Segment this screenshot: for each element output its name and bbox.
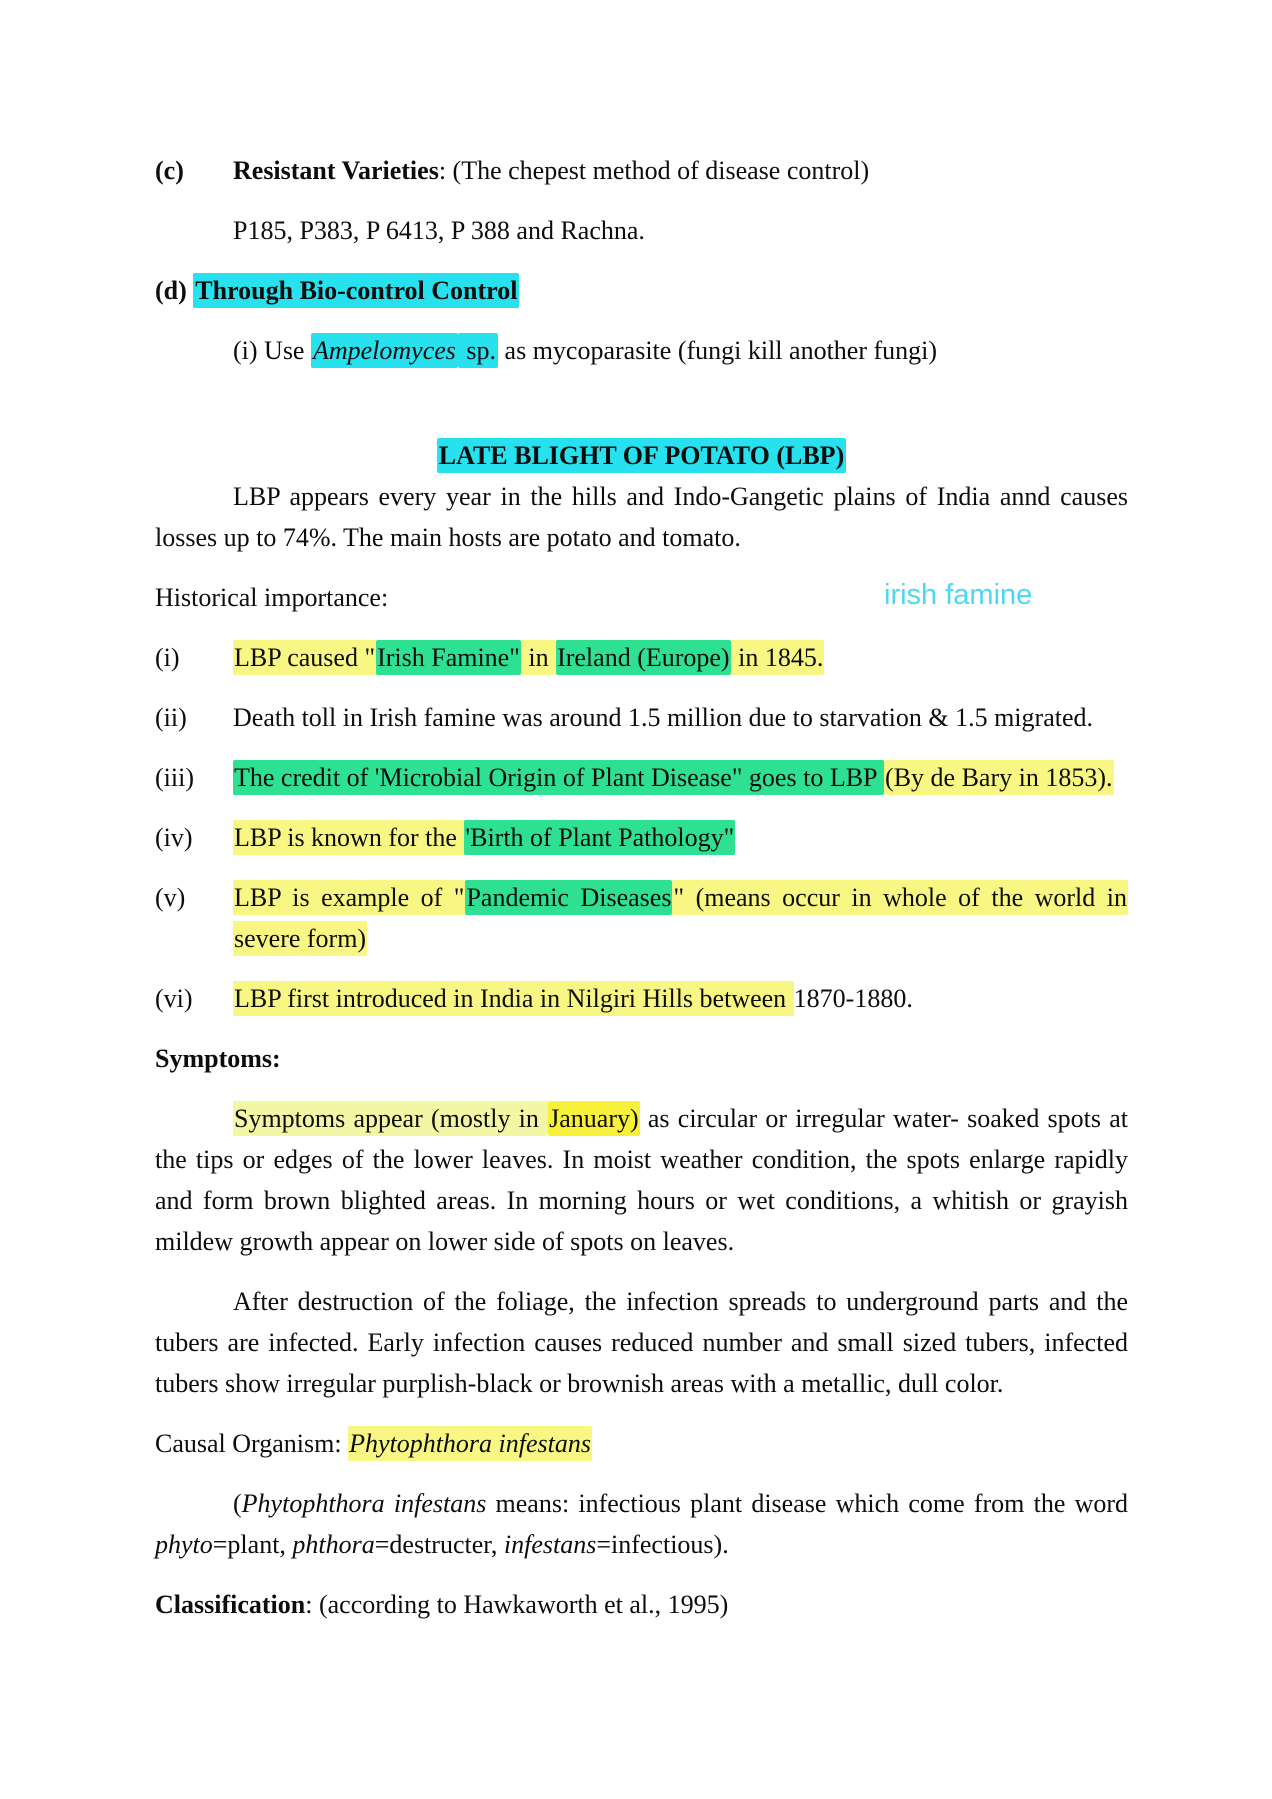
text-run: =infectious). bbox=[596, 1530, 729, 1559]
text-run: as circular or irregular water- soaked spots at the tips or edges of the lower leaves. In moist weather condition, the spots enlarge rapidly and form brown blighted areas. In morning hours or wet conditions, a whitish or grayish mildew growth appear on lower side of spots on leaves. bbox=[155, 1104, 1129, 1256]
item-v bbox=[155, 877, 1128, 959]
text-run: =plant, bbox=[212, 1530, 293, 1559]
list-marker: (v) bbox=[155, 883, 186, 912]
resistant-varieties-list bbox=[155, 210, 1128, 251]
highlighted-text: (By de Bary in 1853). bbox=[884, 760, 1113, 795]
symptoms-paragraph-2 bbox=[155, 1281, 1128, 1404]
intro-paragraph bbox=[155, 476, 1128, 558]
item-vi bbox=[155, 978, 1128, 1019]
highlighted-text: Pandemic Diseases bbox=[465, 880, 672, 915]
highlighted-text: LBP is known for the bbox=[233, 820, 464, 855]
text-run: infestans bbox=[503, 1530, 597, 1559]
text-run: =destructer, bbox=[374, 1530, 504, 1559]
text-run: phyto bbox=[155, 1530, 213, 1559]
text-run: After destruction of the foliage, the infection spreads to underground parts and the tubers are infected. Early infection causes reduced number and small sized tubers, infected tubers show irregular purplish-black or brownish areas with a metallic, dull color. bbox=[155, 1287, 1128, 1398]
text-run: Causal Organism: bbox=[155, 1429, 349, 1458]
biocontrol-sub-item bbox=[155, 330, 1128, 371]
text-run: Death toll in Irish famine was around 1.5 million due to starvation & 1.5 migrated. bbox=[233, 703, 1093, 732]
section-heading bbox=[155, 435, 1128, 476]
item-d bbox=[155, 270, 1128, 311]
text-run: Resistant Varieties bbox=[233, 156, 439, 185]
highlighted-text: Irish Famine" bbox=[376, 640, 521, 675]
text-run: Symptoms: bbox=[155, 1044, 281, 1073]
item-ii bbox=[155, 697, 1128, 738]
historical-importance-label bbox=[155, 577, 1128, 618]
text-run: 1870-1880. bbox=[793, 984, 913, 1013]
symptoms-heading bbox=[155, 1038, 1128, 1079]
text-run: (d) bbox=[155, 276, 194, 305]
text-run: phthora bbox=[292, 1530, 375, 1559]
text-run: ( bbox=[233, 1489, 242, 1518]
symptoms-paragraph-1 bbox=[155, 1098, 1128, 1262]
text-run: as mycoparasite (fungi kill another fungi) bbox=[498, 336, 938, 365]
text-run: : (The chepest method of disease control) bbox=[438, 156, 870, 185]
highlighted-text: 'Birth of Plant Pathology" bbox=[464, 820, 735, 855]
text-run: (i) Use bbox=[233, 336, 311, 365]
list-marker: (iii) bbox=[155, 763, 194, 792]
list-marker: (i) bbox=[155, 643, 180, 672]
highlighted-text: Phytophthora infestans bbox=[348, 1426, 592, 1461]
highlighted-text: Symptoms appear (mostly in bbox=[233, 1101, 548, 1136]
highlighted-text: Ireland (Europe) bbox=[556, 640, 731, 675]
highlighted-text: in bbox=[521, 640, 556, 675]
list-marker: (vi) bbox=[155, 984, 193, 1013]
text-run: Phytophthora infestans bbox=[241, 1489, 487, 1518]
highlighted-text: LBP caused " bbox=[233, 640, 376, 675]
highlighted-text: LBP is example of " bbox=[233, 880, 465, 915]
highlighted-text: " (means occur in whole of the world in severe form) bbox=[233, 880, 1128, 956]
highlighted-text: LATE BLIGHT OF POTATO (LBP) bbox=[437, 438, 846, 473]
item-c bbox=[155, 150, 1128, 191]
text-run: LBP appears every year in the hills and Indo-Gangetic plains of India annd causes losses up to 74%. The main hosts are potato and tomato. bbox=[155, 482, 1128, 552]
highlighted-text: LBP first introduced in India in Nilgiri Hills between bbox=[233, 981, 794, 1016]
list-marker: (ii) bbox=[155, 703, 187, 732]
highlighted-text: January) bbox=[548, 1101, 640, 1136]
text-run: Classification bbox=[155, 1590, 306, 1619]
highlighted-text: Ampelomyces bbox=[311, 333, 458, 368]
highlighted-text: The credit of 'Microbial Origin of Plant Disease" goes to LBP bbox=[233, 760, 884, 795]
highlighted-text: in 1845. bbox=[731, 640, 825, 675]
item-iii bbox=[155, 757, 1128, 798]
list-marker: (iv) bbox=[155, 823, 193, 852]
highlighted-text: Through Bio-control Control bbox=[193, 273, 519, 308]
item-i bbox=[155, 637, 1128, 678]
list-marker: (c) bbox=[155, 156, 184, 185]
text-run: Historical importance: bbox=[155, 583, 389, 612]
text-run: : (according to Hawkaworth et al., 1995) bbox=[305, 1590, 729, 1619]
highlighted-text: sp. bbox=[458, 333, 498, 368]
causal-organism-line bbox=[155, 1423, 1128, 1464]
etymology-paragraph bbox=[155, 1483, 1128, 1565]
text-run: means: infectious plant disease which come from the word bbox=[486, 1489, 1129, 1518]
classification-line bbox=[155, 1584, 1128, 1625]
text-run: P185, P383, P 6413, P 388 and Rachna. bbox=[233, 216, 645, 245]
irish-famine-annotation: irish famine bbox=[884, 579, 1033, 611]
item-iv bbox=[155, 817, 1128, 858]
